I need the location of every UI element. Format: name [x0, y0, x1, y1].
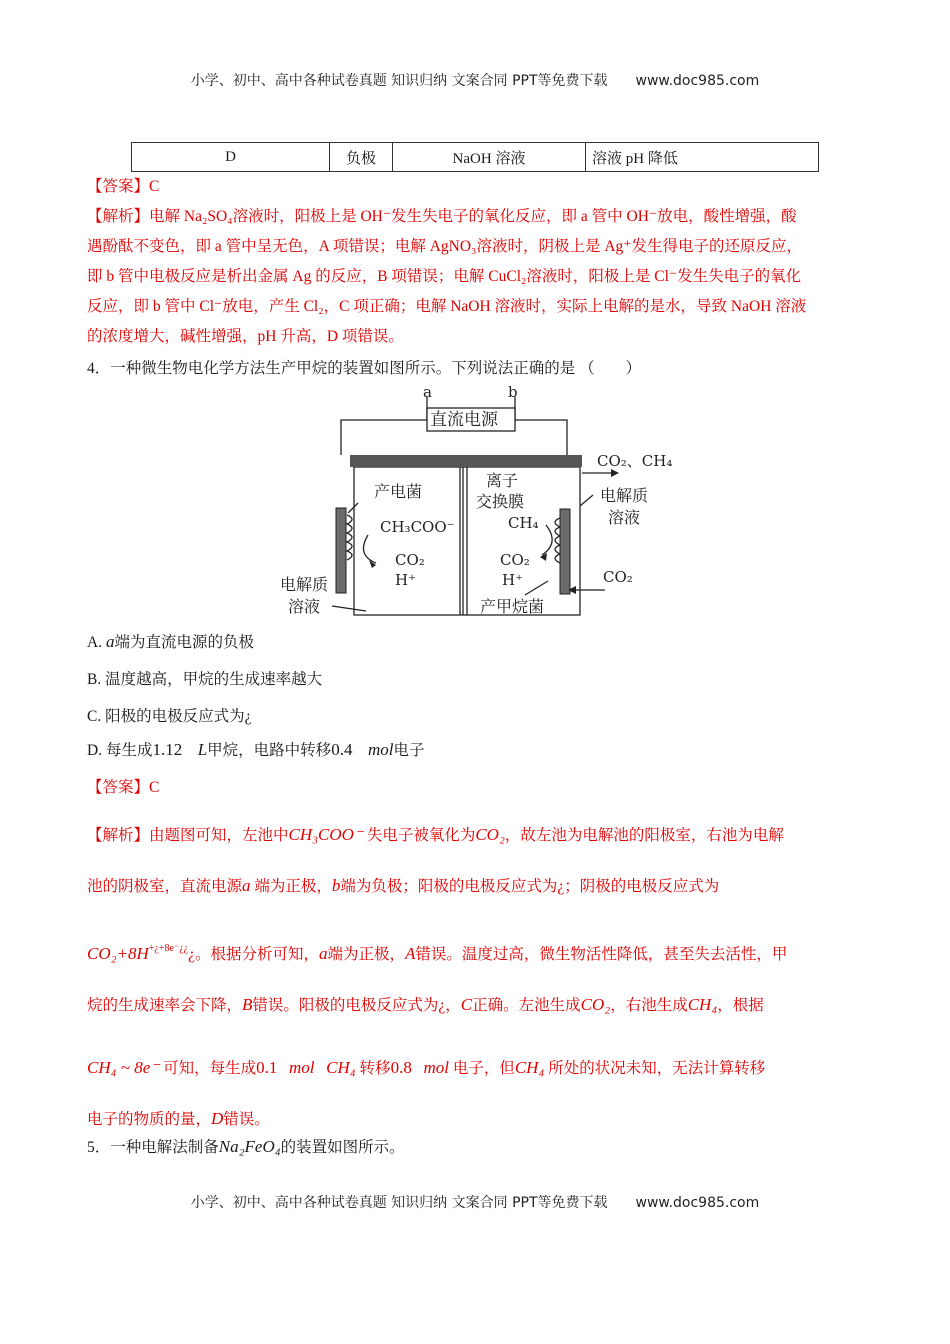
q4-analysis-line-6: 电子的物质的量，D错误。 — [87, 1109, 270, 1128]
option-c[interactable]: C. 阳极的电极反应式为¿ — [87, 708, 252, 725]
q3-answer-label: 【答案】 — [87, 178, 150, 195]
q4-answer — [87, 775, 865, 797]
h-left-label: H⁺ — [395, 571, 416, 589]
q3-analysis-line: 即 b 管中电极反应是析出金属 Ag 的反应，B 项错误；电解 CuCl₂溶液时，阳极上是 Cl⁻发生失电子的氧化 — [87, 268, 802, 285]
ch4-right-label: CH₄ — [508, 514, 539, 532]
q3-analysis-label: 【解析】 — [87, 208, 150, 225]
co2-left-label: CO₂ — [395, 551, 425, 569]
q4-analysis-line-3: $CO_2+8H^{+¿+8e^-¿¿}¿$。根据分析可知，a端为正极，A错误。温度过高，微生物活性降低，甚至失去活性，甲 — [87, 943, 788, 963]
q3-analysis-line: 【解析】电解 Na₂SO₄溶液时，阳极上是 OH⁻发生失电子的氧化反应，即 a 管中 OH⁻放电，酸性增强，酸 — [87, 208, 797, 225]
q4-analysis-line-1: 【解析】由题图可知，左池中CH₃COO⁻ 失电子被氧化为CO₂，故左池为电解池的阳极室，右池为电解 — [87, 825, 784, 844]
co2-inlet-label: CO₂ — [603, 568, 633, 586]
page-header — [0, 70, 950, 90]
outlet-gas-label: CO₂、CH₄ — [597, 452, 673, 470]
q4-answer-value: C — [149, 779, 160, 796]
table-cell-change: 溶液 pH 降低 — [586, 143, 819, 172]
right-solution-label: 电解质 — [600, 486, 649, 505]
q4-analysis-line-4: 烷的生成速率会下降，B错误。阳极的电极反应式为¿，C正确。左池生成CO₂，右池生成CH₄，根据 — [87, 995, 764, 1014]
q4-analysis — [87, 810, 865, 1145]
cathode-electrode — [560, 509, 570, 594]
anode-electrode — [336, 508, 346, 593]
options-table — [131, 142, 819, 172]
left-solution-label-2: 溶液 — [288, 597, 321, 616]
option-d[interactable]: D. 每生成1.12 L甲烷，电路中转移0.4 mol电子 — [87, 740, 425, 759]
q4-answer-label: 【答案】 — [87, 779, 150, 796]
membrane-label: 离子 — [486, 471, 519, 490]
header-url[interactable]: www.doc985.com — [635, 73, 760, 89]
footer-text: 小学、初中、高中各种试卷真题 知识归纳 文案合同 PPT等免费下载 — [190, 1195, 608, 1211]
top-plate — [350, 455, 582, 467]
left-bacteria-label: 产电菌 — [374, 482, 423, 501]
header-text: 小学、初中、高中各种试卷真题 知识归纳 文案合同 PPT等免费下载 — [190, 73, 608, 89]
co2-right-label: CO₂ — [500, 551, 530, 569]
h-right-label: H⁺ — [502, 571, 523, 589]
option-a[interactable]: A. a端为直流电源的负极 — [87, 632, 254, 651]
option-b[interactable]: B. 温度越高，甲烷的生成速率越大 — [87, 671, 323, 688]
q3-analysis-line: 的浓度增大，碱性增强，pH 升高，D 项错误。 — [87, 328, 404, 345]
table-cell-electrode: 负极 — [330, 143, 393, 172]
power-source-label: 直流电源 — [430, 410, 498, 430]
q3-analysis-line: 反应，即 b 管中 Cl⁻放电，产生 Cl₂，C 项正确；电解 NaOH 溶液时，实际上电解的是水，导致 NaOH 溶液 — [87, 298, 807, 315]
footer-url[interactable]: www.doc985.com — [635, 1195, 760, 1211]
q4-stem: 4．一种微生物电化学方法生产甲烷的装置如图所示。下列说法正确的是 （ ） — [87, 360, 642, 377]
page-footer — [0, 1192, 950, 1212]
q3-analysis — [87, 202, 865, 352]
left-solution-label: 电解质 — [280, 575, 329, 594]
terminal-a-label: a — [423, 385, 432, 401]
right-solution-label-2: 溶液 — [608, 508, 641, 527]
q4-analysis-line-2: 池的阴极室，直流电源a 端为正极，b端为负极；阳极的电极反应式为¿；阴极的电极反应式为 — [87, 876, 720, 895]
right-bacteria-label: 产甲烷菌 — [480, 597, 545, 616]
q3-answer — [87, 172, 865, 202]
membrane-label-2: 交换膜 — [476, 492, 525, 511]
q4-analysis-line-5: CH₄ ~ 8e⁻ 可知，每生成0.1 mol CH₄ 转移0.8 mol 电子，但CH₄ 所处的状况未知，无法计算转移 — [87, 1058, 766, 1077]
q3-answer-value: C — [149, 178, 160, 195]
terminal-b-label: b — [508, 385, 518, 401]
electrolysis-diagram — [270, 385, 690, 625]
acetate-label: CH₃COO⁻ — [380, 518, 455, 536]
q5-stem: 5．一种电解法制备Na₂FeO₄的装置如图所示。 — [87, 1137, 405, 1156]
table-cell-solution: NaOH 溶液 — [393, 143, 586, 172]
table-row — [132, 143, 819, 172]
table-cell-option: D — [132, 143, 330, 172]
q3-analysis-line: 遇酚酞不变色，即 a 管中呈无色，A 项错误；电解 AgNO₃溶液时，阴极上是 Ag⁺发生得电子的还原反应， — [87, 238, 802, 255]
